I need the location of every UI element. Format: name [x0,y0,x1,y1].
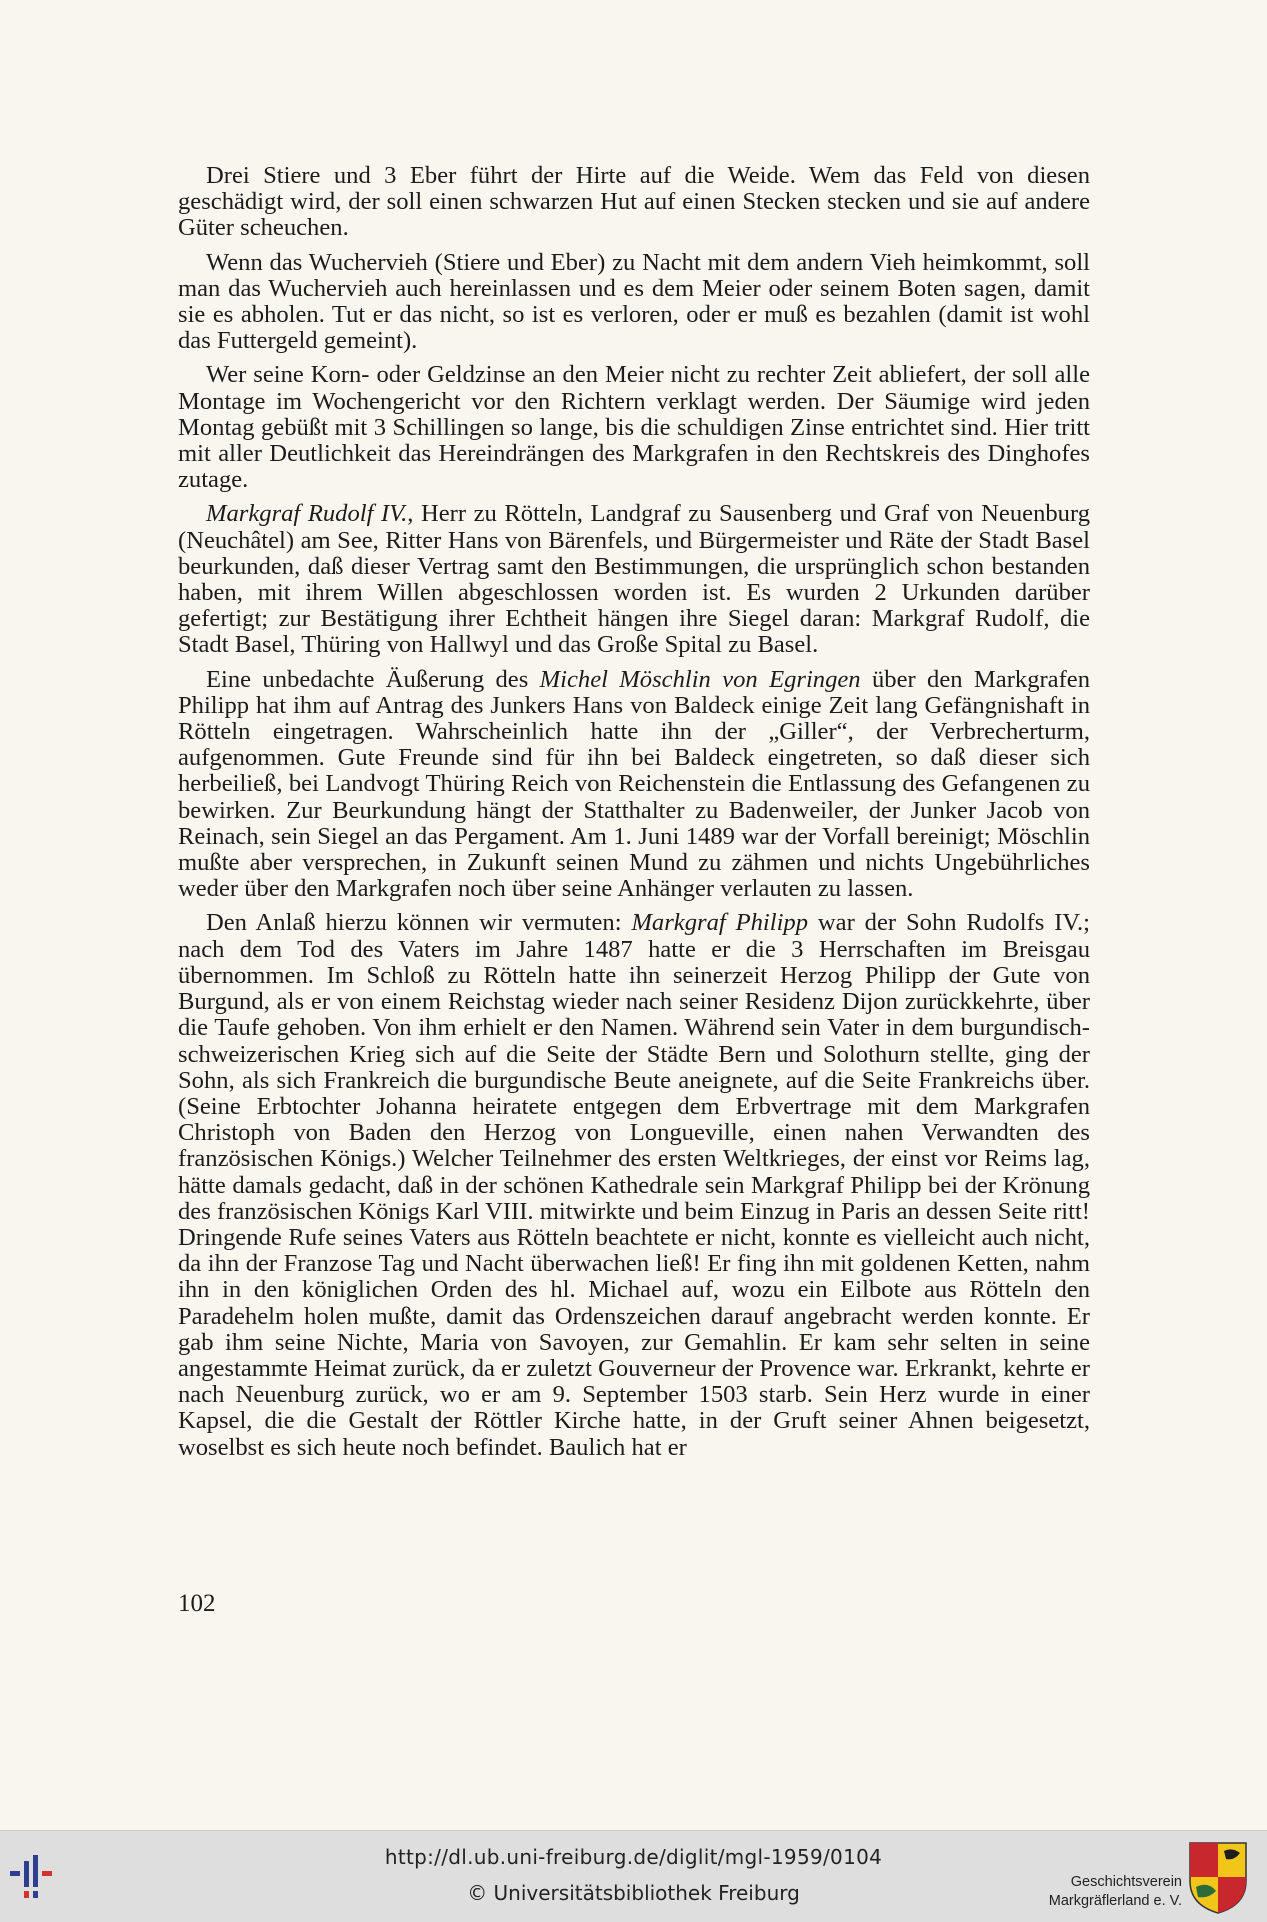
paragraph [178,362,1090,493]
italic-name: Michel Möschlin von Egringen [539,665,861,693]
footer-url-link[interactable]: http://dl.ub.uni-freiburg.de/diglit/mgl-1959/0104 [384,1845,883,1869]
paragraph-text: über den Markgrafen Philipp hat ihm auf Antrag des Junkers Hans von Baldeck einige Zeit lang Gefängnishaft in Rötteln eingetragen. Wahrscheinlich hatte ihn der „Giller“, der Verbrecherturm, aufgenommen. Gute Freunde sind für ihn bei Baldeck eingetreten, so daß dieser sich herbeiließ, bei Landvogt Thüring Reich von Reichenstein die Entlassung des Gefangenen zu bewirken. Zur Beurkundung hängt der Statthalter zu Badenweiler, der Junker Jacob von Reinach, sein Siegel an das Pergament. Am 1. Juni 1489 war der Vorfall bereinigt; Möschlin mußte aber versprechen, in Zukunft seinen Mund zu zähmen und nichts Ungebührliches weder über den Markgrafen noch über seine Anhänger verlauten zu lassen. [178,665,1090,903]
society-name [1020,1873,1182,1911]
page-number: 102 [178,1590,216,1617]
paragraph-text: Drei Stiere und 3 Eber führt der Hirte auf die Weide. Wem das Feld von diesen geschädigt wird, der soll einen schwarzen Hut auf einen Stecken stecken und sie auf andere Güter scheuchen. [178,162,1090,242]
paragraph [178,667,1090,903]
paragraph [178,910,1090,1460]
paragraph-text: Wenn das Wuchervieh (Stiere und Eber) zu Nacht mit dem andern Vieh heimkommt, soll man das Wuchervieh auch hereinlassen und es dem Meier oder seinem Boten sagen, damit sie es abholen. Tut er das nicht, so ist es verloren, oder er muß es bezahlen (damit ist wohl das Futtergeld gemeint). [178,248,1090,355]
coat-of-arms-icon [1188,1841,1248,1915]
italic-name: Markgraf Rudolf IV. [206,500,408,528]
paragraph [178,501,1090,658]
paragraph-text: Den Anlaß hierzu können wir vermuten: [206,909,632,937]
paragraph [178,163,1090,242]
footer-copyright: © Universitätsbibliothek Freiburg [467,1881,800,1905]
society-name-line2: Markgräflerland e. V. [1048,1893,1182,1909]
italic-name: Markgraf Philipp [631,909,809,937]
paragraph [178,250,1090,355]
body-text [178,163,1090,1461]
paragraph-text: war der Sohn Rudolfs IV.; nach dem Tod des Vaters im Jahre 1487 hatte er die 3 Herrschaften im Breisgau übernommen. Im Schloß zu Rötteln hatte ihn seinerzeit Herzog Philipp der Gute von Burgund, als er von einem Reichstag wieder nach seiner Residenz Dijon zurückkehrte, über die Taufe gehoben. Von ihm erhielt er den Namen. Während sein Vater in dem burgundisch-schweizerischen Krieg sich auf die Seite der Städte Bern und Solothurn stellte, ging der Sohn, als sich Frankreich die burgundische Beute aneignete, auf die Seite Frankreichs über. (Seine Erbtochter Johanna heiratete entgegen dem Erbvertrage mit dem Markgrafen Christoph von Baden den Herzog von Longueville, einen nahen Verwandten des französischen Königs.) Welcher Teilnehmer des ersten Weltkrieges, der einst vor Reims lag, hätte damals gedacht, daß in der schönen Kathedrale sein Markgraf Philipp bei der Krönung des französischen Königs Karl VIII. mitwirkte und beim Einzug in Paris an dessen Seite ritt! Dringende Rufe seines Vaters aus Rötteln beachtete er nicht, konnte es vielleicht auch nicht, da ihn der Franzose Tag und Nacht überwachen ließ! Er fing ihn mit goldenen Ketten, nahm ihn in den königlichen Orden des hl. Michael auf, wozu ein Eilbote aus Rötteln den Paradehelm holen mußte, damit das Ordenszeichen darauf angebracht werden konnte. Er gab ihm seine Nichte, Maria von Savoyen, zur Gemahlin. Er kam sehr selten in seine angestammte Heimat zurück, da er zuletzt Gouverneur der Provence war. Erkrankt, kehrte er nach Neuenburg zurück, wo er am 9. September 1503 starb. Sein Herz wurde in einer Kapsel, die die Gestalt der Röttler Kirche hatte, in der Gruft seiner Ahnen beigesetzt, woselbst es sich heute noch befindet. Baulich hat er [178,909,1090,1461]
footer-bar [0,1830,1267,1922]
paragraph-text: Wer seine Korn- oder Geldzinse an den Meier nicht zu rechter Zeit abliefert, der soll alle Montage im Wochengericht vor den Richtern verklagt werden. Der Säumige wird jeden Montag gebüßt mit 3 Schillingen so lange, bis die schuldigen Zinse entrichtet sind. Hier tritt mit aller Deutlichkeit das Hereindrängen des Markgrafen in den Rechtskreis des Dinghofes zutage. [178,361,1090,494]
society-name-line1: Geschichtsverein [1070,1874,1182,1890]
paragraph-text: , Herr zu Rötteln, Landgraf zu Sausenberg und Graf von Neuenburg (Neuchâtel) am See, Ritter Hans von Bärenfels, und Bürgermeister und Räte der Stadt Basel beurkunden, daß dieser Vertrag samt den Bestimmungen, die ursprünglich schon bestanden haben, mit ihrem Willen abgeschlossen worden ist. Es wurden 2 Urkunden darüber gefertigt; zur Bestätigung ihrer Echtheit hängen ihre Siegel daran: Markgraf Rudolf, die Stadt Basel, Thüring von Hallwyl und das Große Spital zu Basel. [178,500,1090,659]
paragraph-text: Eine unbedachte Äußerung des [206,665,540,693]
